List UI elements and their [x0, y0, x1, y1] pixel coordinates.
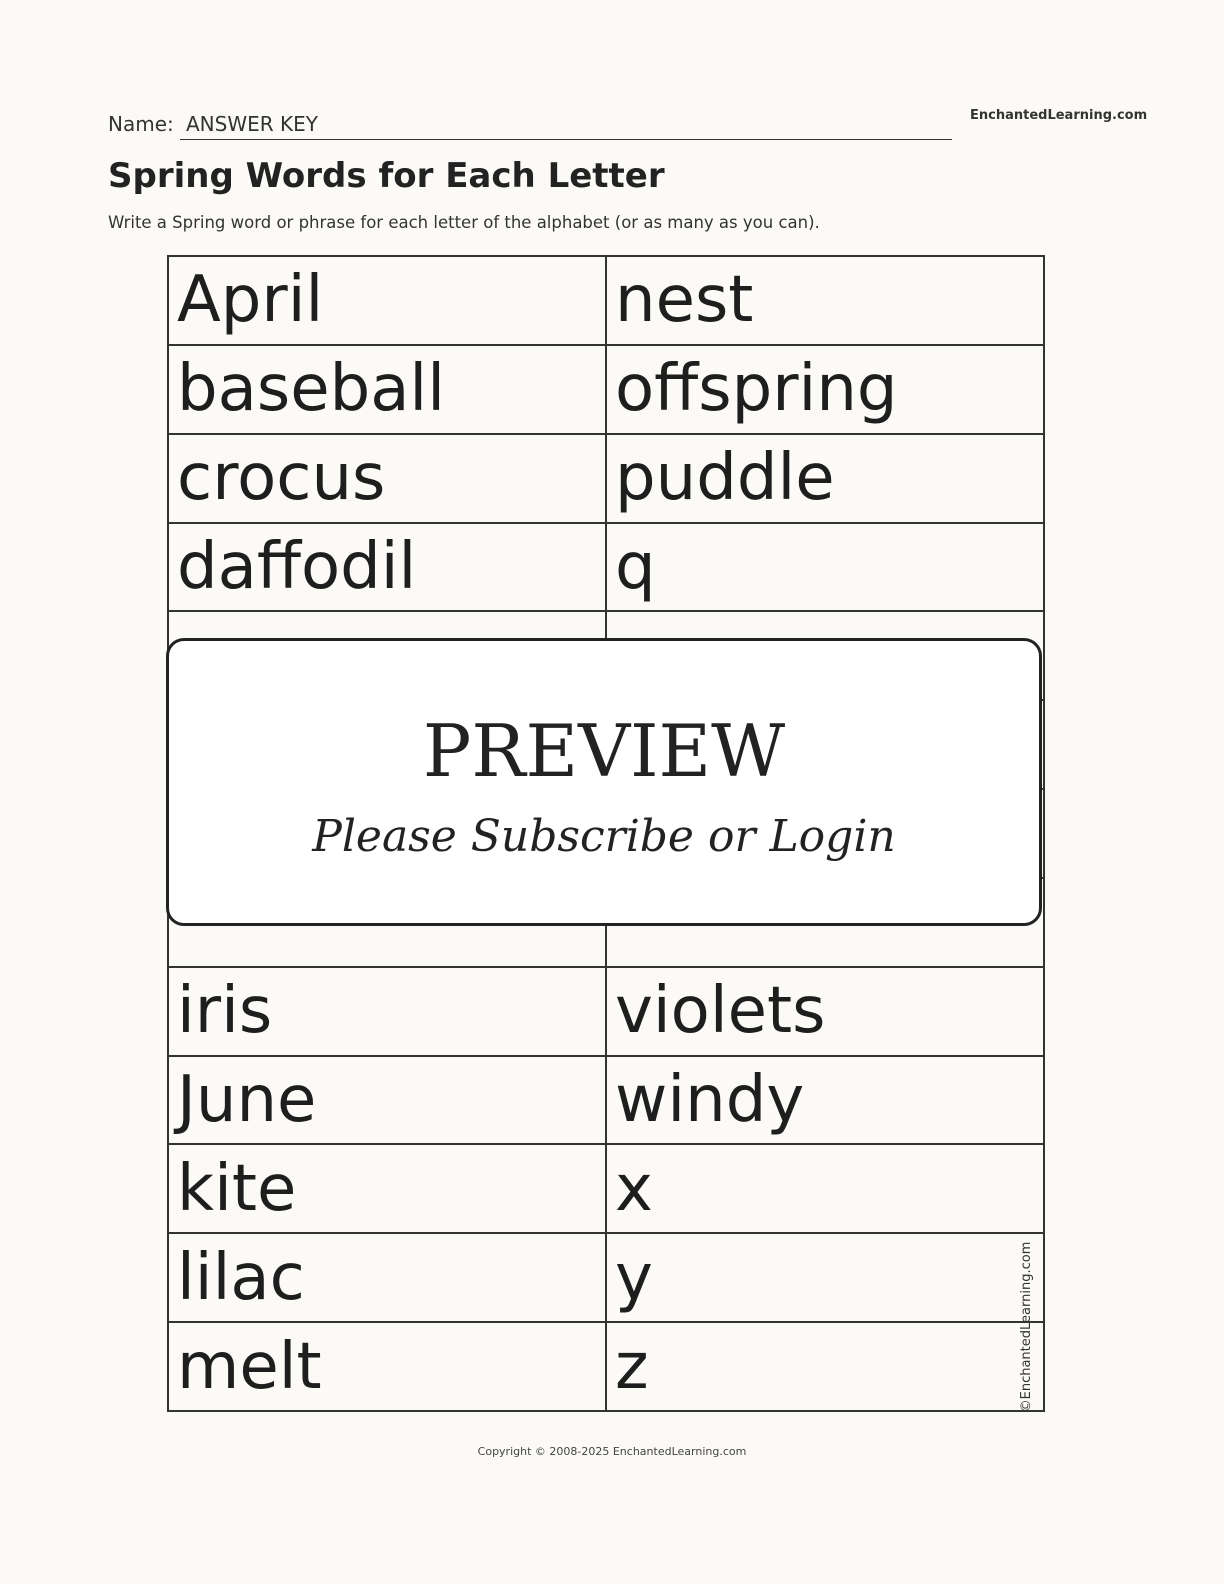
word-cell-left: daffodil	[168, 523, 606, 612]
table-row	[168, 434, 1044, 523]
word-cell-right: puddle	[606, 434, 1044, 523]
word-cell-left: kite	[168, 1144, 606, 1233]
name-value: ANSWER KEY	[186, 112, 318, 136]
subscribe-login-link[interactable]: Please Subscribe or Login	[312, 811, 896, 862]
word-cell-left: melt	[168, 1322, 606, 1411]
word-cell-right: violets	[606, 967, 1044, 1056]
table-row	[168, 523, 1044, 612]
preview-title: PREVIEW	[422, 709, 786, 793]
table-row	[168, 1233, 1044, 1322]
word-cell-left: baseball	[168, 345, 606, 434]
page-title: Spring Words for Each Letter	[108, 156, 665, 196]
preview-overlay[interactable]	[166, 638, 1042, 926]
word-cell-left: crocus	[168, 434, 606, 523]
copyright-watermark: ©EnchantedLearning.com	[1019, 1241, 1034, 1413]
word-cell-left: iris	[168, 967, 606, 1056]
footer-copyright: Copyright © 2008-2025 EnchantedLearning.com	[477, 1445, 747, 1458]
word-cell-right: q	[606, 523, 1044, 612]
word-cell-right: offspring	[606, 345, 1044, 434]
name-label: Name:	[108, 112, 174, 136]
word-cell-right: windy	[606, 1056, 1044, 1145]
table-row	[168, 1322, 1044, 1411]
instructions: Write a Spring word or phrase for each letter of the alphabet (or as many as you can).	[108, 213, 820, 232]
site-name: EnchantedLearning.com	[970, 108, 1148, 123]
word-cell-right: y	[606, 1233, 1044, 1322]
table-row	[168, 256, 1044, 345]
table-row	[168, 1144, 1044, 1233]
table-row	[168, 967, 1044, 1056]
table-row	[168, 1056, 1044, 1145]
word-cell-right: nest	[606, 256, 1044, 345]
word-cell-left: June	[168, 1056, 606, 1145]
table-row	[168, 345, 1044, 434]
word-cell-right: z	[606, 1322, 1044, 1411]
name-row	[108, 108, 952, 140]
word-cell-right: x	[606, 1144, 1044, 1233]
word-cell-left: April	[168, 256, 606, 345]
word-cell-left: lilac	[168, 1233, 606, 1322]
